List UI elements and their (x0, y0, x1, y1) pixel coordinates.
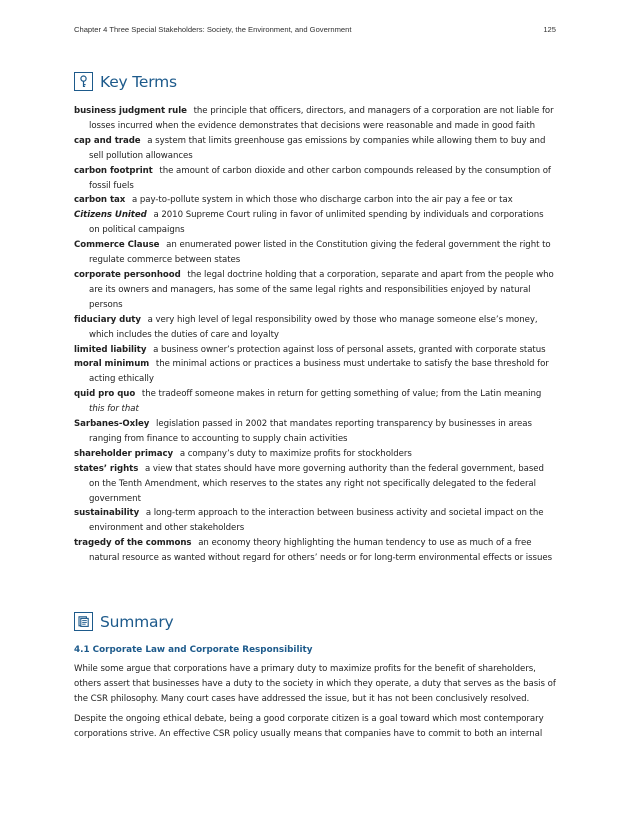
term-definition: a company’s duty to maximize profits for stockholders (179, 448, 412, 459)
term-entry (74, 313, 556, 343)
summary-paragraph: Despite the ongoing ethical debate, being a good corporate citizen is a goal toward which most contemporary corporations strive. An effective CSR policy usually means that companies have to commit to both an internal (74, 714, 544, 739)
term-word: limited liability (74, 344, 147, 355)
key-terms-list (74, 104, 556, 566)
term-entry (74, 387, 556, 417)
chapter-title: Chapter 4 Three Special Stakeholders: Society, the Environment, and Government (74, 25, 352, 34)
term-definition: a view that states should have more governing authority than the federal government, based on the Tenth Amendment, which reserves to the states any right not specifically delegated to the federal government (89, 463, 544, 504)
term-definition: the legal doctrine holding that a corporation, separate and apart from the people who are its owners and managers, has some of the same legal rights and responsibilities enjoyed by natural persons (89, 269, 554, 310)
term-entry (74, 447, 556, 462)
term-word: carbon footprint (74, 165, 153, 176)
term-entry (74, 357, 556, 387)
term-entry (74, 268, 556, 313)
term-word: shareholder primacy (74, 448, 174, 459)
term-entry (74, 343, 556, 358)
term-definition-italic: this for that (89, 404, 139, 415)
term-entry (74, 506, 556, 536)
term-word: Commerce Clause (74, 240, 160, 251)
term-entry (74, 417, 556, 447)
term-entry (74, 164, 556, 194)
term-entry (74, 134, 556, 164)
term-word: business judgment rule (74, 106, 187, 116)
term-definition: the tradeoff someone makes in return for getting something of value; from the Latin meaning (141, 389, 542, 400)
term-word: carbon tax (74, 195, 126, 206)
term-definition: a long-term approach to the interaction between business activity and societal impact on the environment and other stakeholders (89, 508, 544, 534)
summary-heading (74, 612, 174, 631)
term-definition: a system that limits greenhouse gas emissions by companies while allowing them to buy and sell pollution allowances (89, 135, 546, 161)
summary-subheading: 4.1 Corporate Law and Corporate Responsibility (74, 645, 313, 655)
term-entry (74, 238, 556, 268)
summary-paragraph: While some argue that corporations have a primary duty to maximize profits for the benefit of shareholders, others assert that businesses have a duty to the society in which they operate, a duty that serves as the basis of the CSR philosophy. Many court cases have addressed the issue, but it has not been conclusively resolved. (74, 664, 556, 704)
term-word: tragedy of the commons (74, 538, 192, 549)
summary-icon (74, 612, 93, 631)
term-definition: a very high level of legal responsibility owed by those who manage someone else’s money, which includes the duties of care and loyalty (89, 314, 538, 340)
term-word: sustainability (74, 508, 140, 519)
term-entry (74, 193, 556, 208)
term-word: cap and trade (74, 135, 141, 146)
term-word: corporate personhood (74, 269, 181, 280)
key-terms-title: Key Terms (100, 72, 177, 91)
term-entry (74, 462, 556, 507)
term-entry (74, 208, 556, 238)
term-entry (74, 104, 556, 134)
term-word: states’ rights (74, 463, 139, 474)
term-definition: the amount of carbon dioxide and other carbon compounds released by the consumption of fossil fuels (89, 165, 551, 191)
term-definition: a 2010 Supreme Court ruling in favor of unlimited spending by individuals and corporations on political campaigns (89, 210, 544, 236)
key-terms-heading (74, 72, 177, 91)
key-icon (74, 72, 93, 91)
term-definition: legislation passed in 2002 that mandates reporting transparency by businesses in areas ranging from finance to accounting to supply chain activities (89, 419, 532, 444)
term-word: fiduciary duty (74, 314, 141, 325)
term-word: Citizens United (74, 210, 147, 221)
term-definition: a business owner’s protection against loss of personal assets, granted with corporate status (153, 344, 546, 355)
term-word: moral minimum (74, 359, 150, 370)
term-definition: a pay-to-pollute system in which those who discharge carbon into the air pay a fee or tax (131, 195, 513, 206)
term-definition: an enumerated power listed in the Constitution giving the federal government the right to regulate commerce between states (89, 240, 551, 266)
term-word: Sarbanes-Oxley (74, 419, 150, 430)
term-definition: the minimal actions or practices a business must undertake to satisfy the base threshold for acting ethically (89, 359, 549, 385)
term-entry (74, 536, 556, 566)
term-word: quid pro quo (74, 389, 136, 400)
summary-title: Summary (100, 612, 174, 631)
term-definition: the principle that officers, directors, and managers of a corporation are not liable for losses incurred when the evidence demonstrates that decisions were reasonable and made in good faith (89, 106, 554, 131)
running-header (74, 25, 556, 34)
page-number: 125 (543, 25, 556, 34)
term-definition: an economy theory highlighting the human tendency to use as much of a free natural resource as wanted without regard for others’ needs or for long-term environmental effects or issues (89, 538, 553, 564)
